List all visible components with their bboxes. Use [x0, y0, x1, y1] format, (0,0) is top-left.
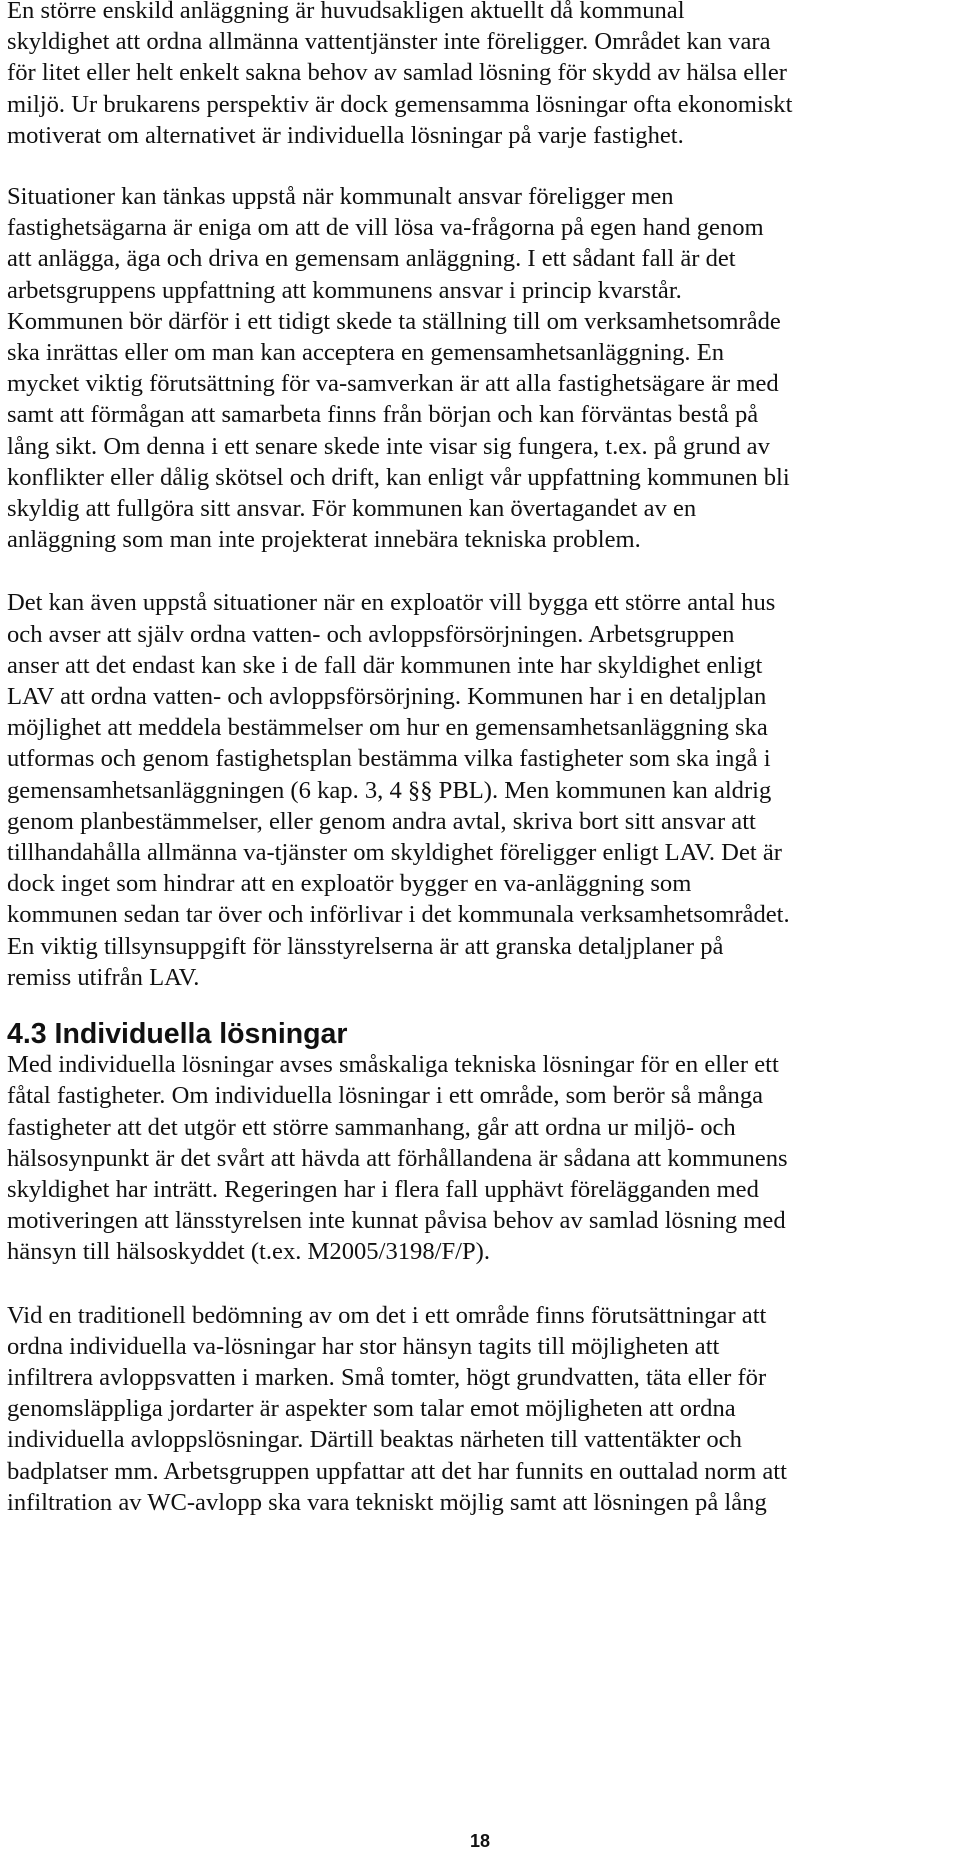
text-line: LAV att ordna vatten- och avloppsförsörjning. Kommunen har i en detaljplan	[7, 683, 767, 711]
text-line: att anlägga, äga och driva en gemensam anläggning. I ett sådant fall är det	[7, 245, 736, 273]
text-line: Vid en traditionell bedömning av om det i ett område finns förutsättningar att	[7, 1301, 767, 1329]
text-line: infiltration av WC-avlopp ska vara tekniskt möjlig samt att lösningen på lång	[7, 1488, 767, 1516]
text-line: motiveringen att länsstyrelsen inte kunnat påvisa behov av samlad lösning med	[7, 1207, 786, 1235]
text-line: för litet eller helt enkelt sakna behov av samlad lösning för skydd av hälsa eller	[7, 59, 787, 87]
text-line: hälsosynpunkt är det svårt att hävda att förhållandena är sådana att kommunens	[7, 1144, 788, 1172]
text-line: remiss utifrån LAV.	[7, 963, 200, 991]
text-line: lång sikt. Om denna i ett senare skede inte visar sig fungera, t.ex. på grund av	[7, 432, 770, 460]
text-line: mycket viktig förutsättning för va-samverkan är att alla fastighetsägare är med	[7, 370, 779, 398]
text-line: individuella avloppslösningar. Därtill beaktas närheten till vattentäkter och	[7, 1426, 742, 1454]
page-number: 18	[469, 1831, 491, 1851]
text-line: skyldig att fullgöra sitt ansvar. För kommunen kan övertagandet av en	[7, 495, 697, 523]
text-line: fastighetsägarna är eniga om att de vill lösa va-frågorna på egen hand genom	[7, 214, 764, 242]
text-line: skyldighet att ordna allmänna vattentjänster inte föreligger. Området kan vara	[7, 28, 771, 56]
text-line: miljö. Ur brukarens perspektiv är dock gemensamma lösningar ofta ekonomiskt	[7, 90, 793, 118]
paragraph-municipal-responsibility	[7, 181, 957, 555]
text-line: och avser att själv ordna vatten- och avloppsförsörjningen. Arbetsgruppen	[7, 620, 735, 648]
text-line: tillhandahålla allmänna va-tjänster om skyldighet föreligger enligt LAV. Det är	[7, 839, 782, 867]
paragraph-larger-private-facility	[7, 0, 957, 151]
text-line: infiltrera avloppsvatten i marken. Små tomter, högt grundvatten, täta eller för	[7, 1363, 767, 1391]
text-line: fastigheter att det utgör ett större sammanhang, går att ordna ur miljö- och	[7, 1113, 736, 1141]
text-line: Det kan även uppstå situationer när en exploatör vill bygga ett större antal hus	[7, 589, 776, 617]
section-heading: 4.3 Individuella lösningar	[7, 1018, 348, 1051]
text-line: dock inget som hindrar att en exploatör bygger en va-anläggning som	[7, 870, 692, 898]
text-line: fåtal fastigheter. Om individuella lösningar i ett område, som berör så många	[7, 1082, 764, 1110]
text-line: möjlighet att meddela bestämmelser om hur en gemensamhetsanläggning ska	[7, 714, 768, 742]
text-line: hänsyn till hälsoskyddet (t.ex. M2005/3198/F/P).	[7, 1238, 490, 1266]
text-line: anläggning som man inte projekterat innebära tekniska problem.	[7, 526, 641, 554]
text-line: utformas och genom fastighetsplan bestämma vilka fastigheter som ska ingå i	[7, 745, 771, 773]
text-line: En större enskild anläggning är huvudsakligen aktuellt då kommunal	[7, 0, 685, 24]
text-line: skyldighet har inträtt. Regeringen har i flera fall upphävt förelägganden med	[7, 1175, 759, 1203]
text-line: badplatser mm. Arbetsgruppen uppfattar att det har funnits en outtalad norm att	[7, 1457, 787, 1485]
paragraph-traditional-assessment	[7, 1300, 957, 1518]
text-line: Kommunen bör därför i ett tidigt skede ta ställning till om verksamhetsområde	[7, 307, 781, 335]
text-line: genomsläppliga jordarter är aspekter som talar emot möjligheten att ordna	[7, 1395, 736, 1423]
text-line: genom planbestämmelser, eller genom andra avtal, skriva bort sitt ansvar att	[7, 807, 756, 835]
text-line: En viktig tillsynsuppgift för länsstyrelserna är att granska detaljplaner på	[7, 932, 724, 960]
text-line: ska inrättas eller om man kan acceptera en gemensamhetsanläggning. En	[7, 339, 725, 367]
text-line: ordna individuella va-lösningar har stor hänsyn tagits till möjligheten att	[7, 1332, 720, 1360]
text-line: gemensamhetsanläggningen (6 kap. 3, 4 §§ PBL). Men kommunen kan aldrig	[7, 776, 772, 804]
text-line: motiverat om alternativet är individuella lösningar på varje fastighet.	[7, 121, 684, 149]
text-line: konflikter eller dålig skötsel och drift, kan enligt vår uppfattning kommunen bli	[7, 463, 790, 491]
document-body	[7, 0, 957, 1518]
text-line: arbetsgruppens uppfattning att kommunens ansvar i princip kvarstår.	[7, 276, 682, 304]
paragraph-developer-situations	[7, 587, 957, 993]
text-line: anser att det endast kan ske i de fall där kommunen inte har skyldighet enligt	[7, 651, 763, 679]
page-number-footer	[0, 1830, 960, 1852]
text-line: Med individuella lösningar avses småskaliga tekniska lösningar för en eller ett	[7, 1051, 779, 1079]
paragraph-individual-solutions	[7, 1049, 957, 1267]
text-line: samt att förmågan att samarbeta finns från början och kan förväntas bestå på	[7, 401, 759, 429]
text-line: Situationer kan tänkas uppstå när kommunalt ansvar föreligger men	[7, 183, 674, 211]
text-line: kommunen sedan tar över och införlivar i det kommunala verksamhetsområdet.	[7, 901, 790, 929]
